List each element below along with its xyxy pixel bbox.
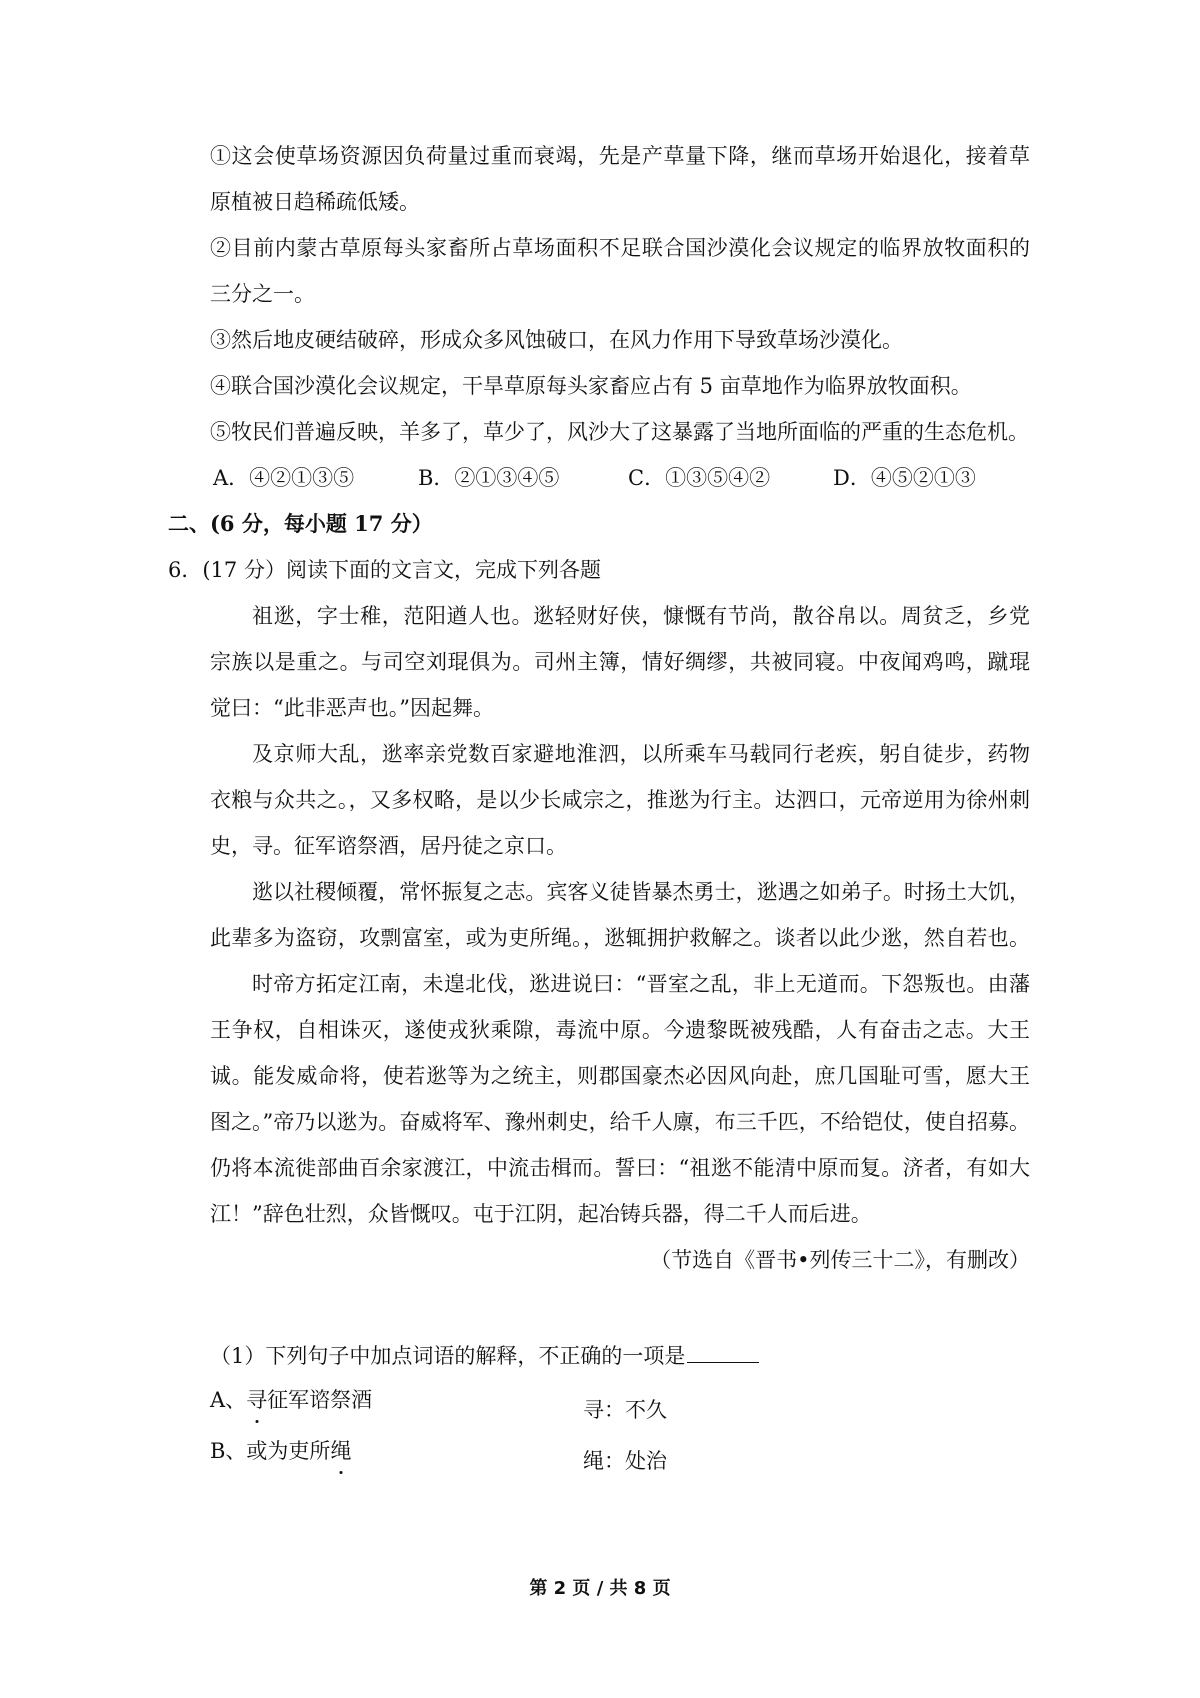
sentence-2-line-2: 三分之一。: [210, 282, 315, 306]
passage-line-10: 王争权，自相诛灭，遂使戎狄乘隙，毒流中原。今遗黎既被残酷，人有奋击之志。大王: [210, 1018, 1030, 1042]
section-heading: 二、(6 分，每小题 17 分）: [168, 511, 433, 536]
sub-option-a-sentence: A、寻征军谘祭酒: [210, 1385, 372, 1415]
sub-question-1: [210, 1340, 759, 1371]
passage-line-11: 诚。能发威命将，使若逖等为之统主，则郡国豪杰必因风向赴，庶几国耻可雪，愿大王: [210, 1064, 1030, 1088]
sub-question-1-text: （1）下列句子中加点词语的解释，不正确的一项是: [210, 1344, 686, 1368]
passage-line-1: 祖逖，字士稚，范阳遒人也。逖轻财好侠，慷慨有节尚，散谷帛以。周贫乏，乡党: [252, 604, 1030, 628]
sub-option-b-gloss: 绳：处治: [583, 1449, 667, 1473]
passage-line-3: 觉曰：“此非恶声也。”因起舞。: [210, 696, 494, 720]
passage-line-4: 及京师大乱，逖率亲党数百家避地淮泗，以所乘车马载同行老疾，躬自徒步，药物: [252, 742, 1030, 766]
answer-blank[interactable]: [687, 1340, 759, 1363]
passage-line-8: 此辈多为盗窃，攻剽富室，或为吏所绳。，逖辄拥护救解之。谈者以此少逖，然自若也。: [210, 926, 1030, 950]
q5-option-c: C．①③⑤④②: [628, 466, 771, 490]
sub-option-a-gloss: 寻：不久: [583, 1398, 667, 1422]
sentence-4: ④联合国沙漠化会议规定，干旱草原每头家畜应占有 5 亩草地作为临界放牧面积。: [210, 374, 972, 398]
passage-line-14: 江！”辞色壮烈，众皆慨叹。屯于江阴，起冶铸兵器，得二千人而后进。: [210, 1202, 872, 1226]
passage-line-12: 图之。”帝乃以逖为。奋威将军、豫州刺史，给千人廪，布三千匹，不给铠仗，使自招募。: [210, 1110, 1030, 1134]
sub-option-b-sentence: B、或为吏所绳: [210, 1436, 351, 1466]
question-6-header: 6．(17 分）阅读下面的文言文，完成下列各题: [168, 558, 601, 582]
sentence-2-line-1: ②目前内蒙古草原每头家畜所占草场面积不足联合国沙漠化会议规定的临界放牧面积的: [210, 236, 1030, 260]
q5-option-b: B．②①③④⑤: [418, 466, 560, 490]
passage-line-2: 宗族以是重之。与司空刘琨俱为。司州主簿，情好绸缪，共被同寝。中夜闻鸡鸣，蹴琨: [210, 650, 1030, 674]
passage-line-9: 时帝方拓定江南，未遑北伐，逖进说曰：“晋室之乱，非上无道而。下怨叛也。由藩: [252, 972, 1030, 996]
sentence-5: ⑤牧民们普遍反映，羊多了，草少了，风沙大了这暴露了当地所面临的严重的生态危机。: [210, 420, 1029, 444]
sentence-1-line-1: ①这会使草场资源因负荷量过重而衰竭，先是产草量下降，继而草场开始退化，接着草: [210, 144, 1030, 168]
passage-line-13: 仍将本流徙部曲百余家渡江，中流击楫而。誓曰：“祖逖不能清中原而复。济者，有如大: [210, 1156, 1030, 1180]
q5-option-a: A．④②①③⑤: [213, 466, 355, 490]
q5-option-d: D．④⑤②①③: [833, 466, 976, 490]
dotted-word-b: 绳: [330, 1436, 351, 1466]
passage-line-5: 衣粮与众共之。，又多权略，是以少长咸宗之，推逖为行主。达泗口，元帝逆用为徐州刺: [210, 788, 1030, 812]
dotted-word-a: 寻: [246, 1385, 267, 1415]
passage-line-7: 逖以社稷倾覆，常怀振复之志。宾客义徒皆暴杰勇士，逖遇之如弟子。时扬土大饥，: [252, 880, 1030, 904]
source-note: （节选自《晋书•列传三十二》，有删改）: [650, 1248, 1030, 1272]
sentence-3: ③然后地皮硬结破碎，形成众多风蚀破口，在风力作用下导致草场沙漠化。: [210, 328, 903, 352]
sentence-1-line-2: 原植被日趋稀疏低矮。: [210, 190, 420, 214]
page-footer: 第 2 页 / 共 8 页: [529, 1578, 671, 1599]
passage-line-6: 史，寻。征军谘祭酒，居丹徒之京口。: [210, 834, 567, 858]
